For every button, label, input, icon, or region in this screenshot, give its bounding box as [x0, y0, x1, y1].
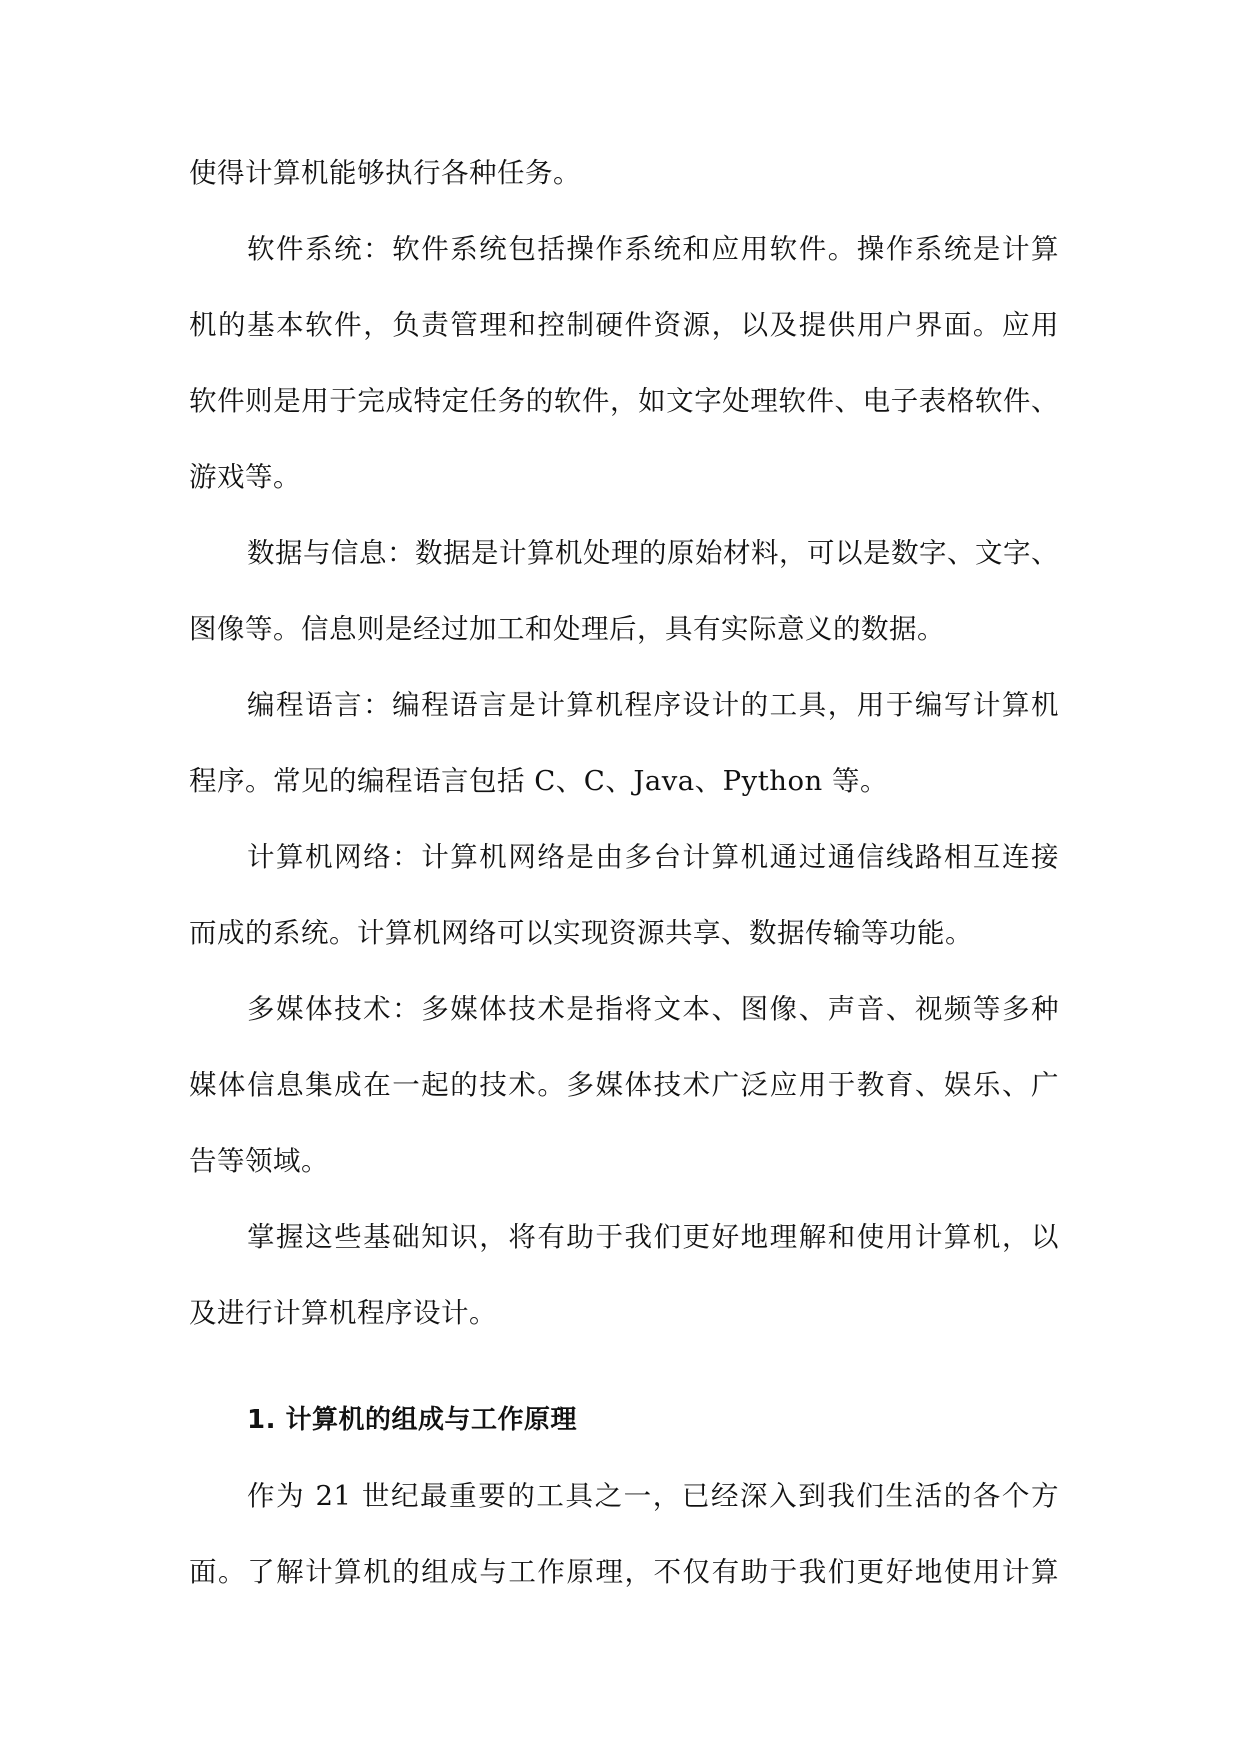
text-line: 数据与信息：数据是计算机处理的原始材料，可以是数字、文字、: [247, 537, 1059, 569]
text-line: 面。了解计算机的组成与工作原理，不仅有助于我们更好地使用计算: [189, 1556, 1059, 1588]
text-line: 软件则是用于完成特定任务的软件，如文字处理软件、电子表格软件、: [189, 385, 1059, 417]
text-line: 及进行计算机程序设计。: [189, 1297, 497, 1329]
text-line: 游戏等。: [189, 461, 301, 493]
text-line: 程序。常见的编程语言包括 C、C、Java、Python 等。: [189, 765, 888, 797]
text-line: 而成的系统。计算机网络可以实现资源共享、数据传输等功能。: [189, 917, 973, 949]
text-line: 使得计算机能够执行各种任务。: [189, 157, 581, 189]
text-line: 计算机网络：计算机网络是由多台计算机通过通信线路相互连接: [247, 841, 1059, 873]
text-line: 掌握这些基础知识，将有助于我们更好地理解和使用计算机，以: [247, 1221, 1059, 1253]
text-line: 图像等。信息则是经过加工和处理后，具有实际意义的数据。: [189, 613, 945, 645]
section-heading: 1. 计算机的组成与工作原理: [247, 1405, 578, 1435]
text-line: 告等领域。: [189, 1145, 329, 1177]
text-line: 编程语言：编程语言是计算机程序设计的工具，用于编写计算机: [247, 689, 1059, 721]
text-line: 多媒体技术：多媒体技术是指将文本、图像、声音、视频等多种: [247, 993, 1059, 1025]
text-line: 机的基本软件，负责管理和控制硬件资源，以及提供用户界面。应用: [189, 309, 1059, 341]
text-line: 作为 21 世纪最重要的工具之一，已经深入到我们生活的各个方: [247, 1480, 1059, 1512]
text-line: 软件系统：软件系统包括操作系统和应用软件。操作系统是计算: [247, 233, 1059, 265]
text-line: 媒体信息集成在一起的技术。多媒体技术广泛应用于教育、娱乐、广: [189, 1069, 1059, 1101]
